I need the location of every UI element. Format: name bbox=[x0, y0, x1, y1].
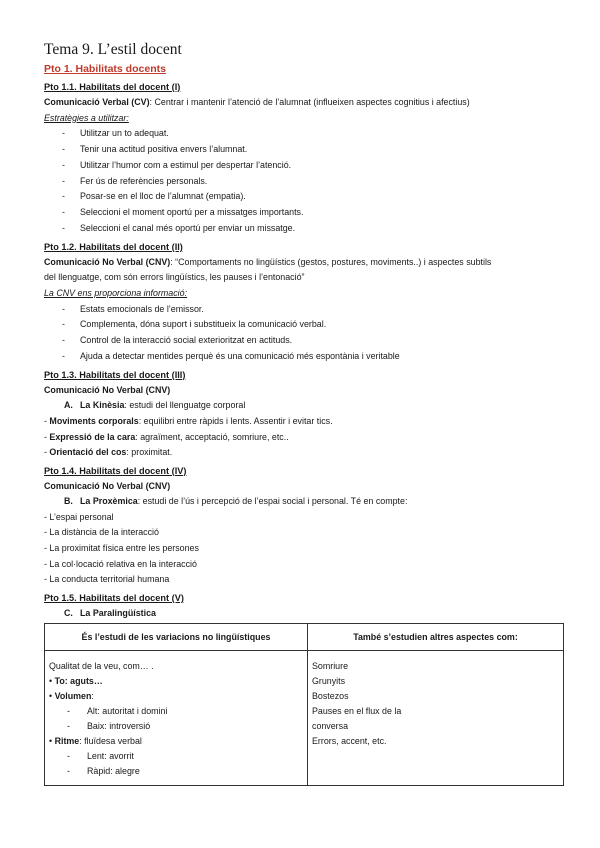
cnv-subheading: Comunicació No Verbal (CNV) bbox=[44, 480, 171, 491]
proxemica-item: - La conducta territorial humana bbox=[44, 574, 170, 585]
cell-line: Somriure bbox=[312, 661, 349, 672]
subsection-heading-1-5: Pto 1.5. Habilitats del docent (V) bbox=[44, 592, 184, 603]
cell-line: • Volumen: bbox=[49, 691, 94, 702]
info-label: La CNV ens proporciona informació: bbox=[44, 287, 188, 298]
subsection-heading-1-3: Pto 1.3. Habilitats del docent (III) bbox=[44, 369, 186, 380]
subsection-heading-1-2: Pto 1.2. Habilitats del docent (II) bbox=[44, 241, 183, 252]
kinesia-item: - Orientació del cos: proximitat. bbox=[44, 447, 173, 458]
cell-line: Errors, accent, etc. bbox=[312, 736, 387, 747]
cell-sub-item: - Baix: introversió bbox=[67, 721, 151, 732]
cell-line: Grunyits bbox=[312, 676, 346, 687]
kinesia-item: - Expressió de la cara: agraïment, acceptació, somriure, etc.. bbox=[44, 431, 289, 442]
cv-definition bbox=[44, 95, 564, 111]
table-header-col1: És l’estudi de les variacions no lingüístiques bbox=[45, 624, 308, 651]
section-heading-1: Pto 1. Habilitats docents bbox=[44, 63, 166, 75]
cnv-text-1: : “Comportaments no lingüístics (gestos, postures, moviments..) i aspectes subtils bbox=[170, 256, 492, 267]
proxemica-text: : estudi de l’ús i percepció de l’espai social i personal. Té en compte: bbox=[137, 496, 408, 507]
paralinguistica-table bbox=[44, 623, 564, 786]
cell-line: • To: aguts… bbox=[49, 676, 103, 687]
cnv-subheading: Comunicació No Verbal (CNV) bbox=[44, 384, 171, 395]
document-title: Tema 9. L’estil docent bbox=[44, 41, 182, 58]
proxemica-item: - La proximitat física entre les persones bbox=[44, 543, 199, 554]
list-item: - Complementa, dóna suport i substitueix la comunicació verbal. bbox=[44, 317, 564, 333]
proxemica-item: - L’espai personal bbox=[44, 511, 114, 522]
list-item: - Utilitzar un to adequat. bbox=[44, 126, 564, 142]
strategies-list bbox=[44, 126, 564, 237]
table-cell-col1 bbox=[45, 651, 308, 786]
list-item: - Tenir una actitud positiva envers l’alumnat. bbox=[44, 142, 564, 158]
paralinguistica-label: La Paralingüística bbox=[80, 607, 156, 618]
kinesia-text: : estudi del llenguatge corporal bbox=[124, 400, 246, 411]
cell-sub-item: - Alt: autoritat i domini bbox=[67, 706, 168, 717]
strategies-label: Estratègies a utilitzar: bbox=[44, 112, 129, 123]
kinesia-line bbox=[44, 398, 564, 414]
cell-line: conversa bbox=[312, 721, 349, 732]
list-item: - Ajuda a detectar mentides perquè és una comunicació més espontània i veritable bbox=[44, 349, 564, 365]
cell-line: Qualitat de la veu, com… . bbox=[49, 661, 154, 672]
cv-label: Comunicació Verbal (CV) bbox=[44, 97, 150, 107]
proxemica-label: La Proxèmica bbox=[80, 496, 138, 507]
cell-line: • Ritme: fluïdesa verbal bbox=[49, 736, 142, 747]
proxemica-line bbox=[44, 494, 564, 510]
table-header-col2: També s’estudien altres aspectes com: bbox=[308, 624, 564, 651]
document-page bbox=[44, 40, 564, 786]
cell-line: Bostezos bbox=[312, 691, 349, 702]
list-item: - Control de la interacció social exterioritzat en actituds. bbox=[44, 333, 564, 349]
table-cell-col2 bbox=[308, 651, 564, 786]
proxemica-item: - La distància de la interacció bbox=[44, 527, 159, 538]
paralinguistica-line bbox=[44, 606, 564, 622]
letter-marker: B. bbox=[64, 496, 73, 507]
list-item: - Fer ús de referències personals. bbox=[44, 174, 564, 190]
cnv-text-2: del llenguatge, com són errors lingüístics, les pauses i l’entonació” bbox=[44, 272, 305, 283]
letter-marker: C. bbox=[64, 607, 73, 618]
kinesia-item: - Moviments corporals: equilibri entre ràpids i lents. Assentir i evitar tics. bbox=[44, 415, 333, 426]
list-item: - Utilitzar l’humor com a estimul per despertar l’atenció. bbox=[44, 158, 564, 174]
cell-sub-item: - Lent: avorrit bbox=[67, 751, 134, 762]
cnv-label: Comunicació No Verbal (CNV) bbox=[44, 256, 171, 267]
cnv-definition bbox=[44, 255, 564, 271]
letter-marker: A. bbox=[64, 400, 73, 411]
subsection-heading-1-4: Pto 1.4. Habilitats del docent (IV) bbox=[44, 465, 187, 476]
cnv-info-list bbox=[44, 302, 564, 365]
cell-sub-item: - Ràpid: alegre bbox=[67, 766, 140, 777]
cell-line: Pauses en el flux de la bbox=[312, 706, 402, 717]
cv-text: : Centrar i mantenir l’atenció de l’alumnat (influeixen aspectes cognitius i afectius) bbox=[149, 97, 470, 107]
list-item: - Posar-se en el lloc de l’alumnat (empatia). bbox=[44, 189, 564, 205]
list-item: - Seleccioni el moment oportú per a missatges importants. bbox=[44, 205, 564, 221]
proxemica-item: - La col·locació relativa en la interacció bbox=[44, 558, 197, 569]
kinesia-label: La Kinèsia bbox=[80, 400, 125, 411]
list-item: - Estats emocionals de l’emissor. bbox=[44, 302, 564, 318]
list-item: - Seleccioni el canal més oportú per enviar un missatge. bbox=[44, 221, 564, 237]
subsection-heading-1-1: Pto 1.1. Habilitats del docent (I) bbox=[44, 82, 181, 92]
